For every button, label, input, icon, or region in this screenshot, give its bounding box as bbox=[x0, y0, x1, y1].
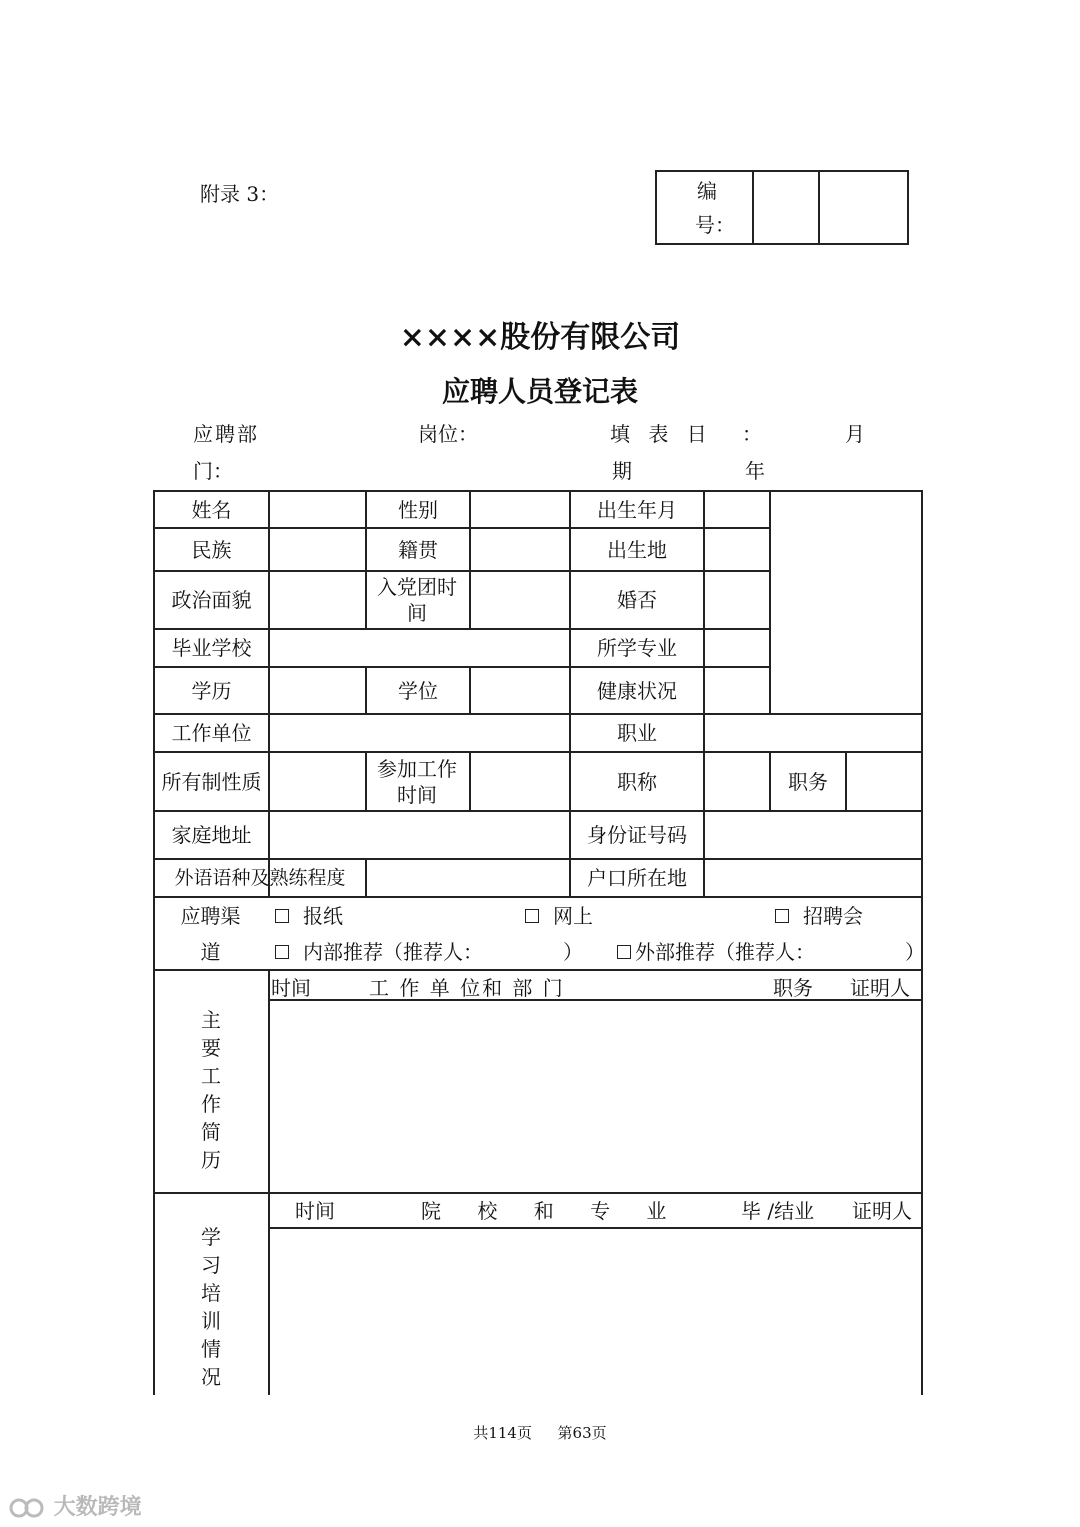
label-ethnic: 民族 bbox=[191, 537, 232, 562]
input-work-start[interactable] bbox=[471, 753, 569, 810]
option-external-label: 外部推荐（推荐人： bbox=[635, 940, 815, 964]
dept-label-cont: 门： bbox=[193, 459, 233, 483]
label-party-time: 入党团时间 bbox=[377, 575, 457, 625]
fill-date-colon: ： bbox=[742, 422, 762, 446]
study-col-witness: 证明人 bbox=[852, 1199, 912, 1223]
study-col-school: 院 校 和 专 业 bbox=[421, 1199, 673, 1223]
watermark-logo-icon bbox=[8, 1497, 46, 1519]
work-col-witness: 证明人 bbox=[850, 976, 910, 1000]
input-id-no[interactable] bbox=[705, 812, 921, 858]
input-birthplace[interactable] bbox=[705, 529, 769, 570]
study-history-area[interactable] bbox=[270, 1229, 921, 1395]
checkbox-icon[interactable] bbox=[617, 945, 631, 959]
option-job-fair[interactable] bbox=[775, 900, 863, 929]
fill-date-label: 填 表 日 bbox=[610, 422, 713, 446]
company-name: ××××股份有限公司 bbox=[399, 320, 681, 355]
serial-label-cell bbox=[657, 172, 754, 243]
input-degree[interactable] bbox=[471, 668, 569, 713]
option-online-label: 网上 bbox=[553, 904, 593, 928]
label-marital: 婚否 bbox=[617, 588, 657, 612]
input-education[interactable] bbox=[270, 668, 365, 713]
option-job-fair-label: 招聘会 bbox=[803, 904, 863, 928]
input-language[interactable] bbox=[367, 860, 569, 896]
option-external[interactable] bbox=[617, 936, 815, 965]
label-major: 所学专业 bbox=[597, 636, 677, 660]
input-birth[interactable] bbox=[705, 492, 769, 527]
label-health: 健康状况 bbox=[597, 678, 677, 703]
input-marital[interactable] bbox=[705, 572, 769, 628]
input-ethnic[interactable] bbox=[270, 529, 365, 570]
checkbox-icon[interactable] bbox=[275, 945, 289, 959]
page-total: 共114页 bbox=[473, 1424, 532, 1442]
work-col-time: 时间 bbox=[271, 976, 311, 1000]
label-ownership: 所有制性质 bbox=[161, 769, 262, 794]
option-internal-label: 内部推荐（推荐人： bbox=[303, 940, 483, 964]
dept-label: 应聘部 bbox=[193, 422, 259, 446]
page-current: 第63页 bbox=[557, 1424, 607, 1442]
watermark bbox=[8, 1490, 142, 1521]
registration-table bbox=[153, 490, 923, 1395]
form-title: 应聘人员登记表 bbox=[441, 375, 638, 408]
work-col-unit: 工 作 单 位和 部 门 bbox=[369, 976, 565, 1000]
serial-number-field-1[interactable] bbox=[754, 172, 820, 243]
label-name: 姓名 bbox=[191, 497, 232, 522]
position-label: 岗位： bbox=[418, 422, 478, 446]
input-address[interactable] bbox=[270, 812, 569, 858]
option-internal[interactable] bbox=[275, 936, 483, 965]
appendix-label: 附录 3： bbox=[200, 182, 280, 206]
label-title: 职称 bbox=[617, 769, 657, 794]
year-label: 年 bbox=[745, 459, 765, 483]
input-title[interactable] bbox=[705, 753, 769, 810]
label-address: 家庭地址 bbox=[171, 823, 252, 847]
external-close: ） bbox=[905, 940, 925, 964]
option-online[interactable] bbox=[525, 900, 593, 929]
label-employer: 工作单位 bbox=[171, 721, 252, 745]
label-birthplace: 出生地 bbox=[607, 537, 667, 562]
month-label: 月 bbox=[845, 422, 865, 446]
input-major[interactable] bbox=[705, 630, 769, 666]
work-col-duty: 职务 bbox=[773, 976, 813, 1000]
label-school: 毕业学校 bbox=[171, 636, 252, 660]
label-birth: 出生年月 bbox=[597, 497, 677, 522]
checkbox-icon[interactable] bbox=[775, 909, 789, 923]
photo-area[interactable] bbox=[771, 492, 921, 713]
label-language: 外语语种及熟练程度 bbox=[174, 867, 346, 889]
input-occupation[interactable] bbox=[705, 715, 921, 751]
input-hukou[interactable] bbox=[705, 860, 921, 896]
option-newspaper-label: 报纸 bbox=[303, 904, 343, 928]
input-health[interactable] bbox=[705, 668, 769, 713]
serial-number-label: 编号： bbox=[695, 179, 735, 237]
option-newspaper[interactable] bbox=[275, 900, 343, 929]
watermark-text: 大数跨境 bbox=[53, 1495, 142, 1520]
study-col-grad: 毕 /结业 bbox=[741, 1199, 815, 1223]
internal-close: ） bbox=[563, 940, 583, 964]
input-party-time[interactable] bbox=[471, 572, 569, 628]
input-ownership[interactable] bbox=[270, 753, 365, 810]
label-political: 政治面貌 bbox=[171, 588, 252, 612]
study-col-time: 时间 bbox=[295, 1199, 335, 1223]
label-gender: 性别 bbox=[398, 497, 438, 522]
label-work-history: 主要工作简历 bbox=[201, 1008, 221, 1172]
checkbox-icon[interactable] bbox=[525, 909, 539, 923]
label-duty: 职务 bbox=[788, 769, 828, 794]
input-name[interactable] bbox=[270, 492, 365, 527]
label-id-no: 身份证号码 bbox=[587, 823, 687, 847]
label-education: 学历 bbox=[191, 678, 232, 703]
work-history-area[interactable] bbox=[270, 1001, 921, 1192]
serial-number-box bbox=[655, 170, 909, 245]
label-study-history: 学习培训情况 bbox=[201, 1225, 221, 1389]
label-work-start: 参加工作时间 bbox=[377, 756, 457, 807]
page-footer bbox=[0, 1422, 1080, 1443]
input-gender[interactable] bbox=[471, 492, 569, 527]
input-duty[interactable] bbox=[847, 753, 921, 810]
input-political[interactable] bbox=[270, 572, 365, 628]
label-degree: 学位 bbox=[398, 678, 438, 703]
label-occupation: 职业 bbox=[617, 721, 657, 745]
input-native[interactable] bbox=[471, 529, 569, 570]
label-channel: 应聘渠道 bbox=[180, 903, 241, 964]
fill-date-label-cont: 期 bbox=[612, 459, 632, 483]
input-employer[interactable] bbox=[270, 715, 569, 751]
label-native: 籍贯 bbox=[398, 537, 438, 562]
label-hukou: 户口所在地 bbox=[587, 866, 687, 890]
checkbox-icon[interactable] bbox=[275, 909, 289, 923]
input-school[interactable] bbox=[270, 630, 569, 666]
